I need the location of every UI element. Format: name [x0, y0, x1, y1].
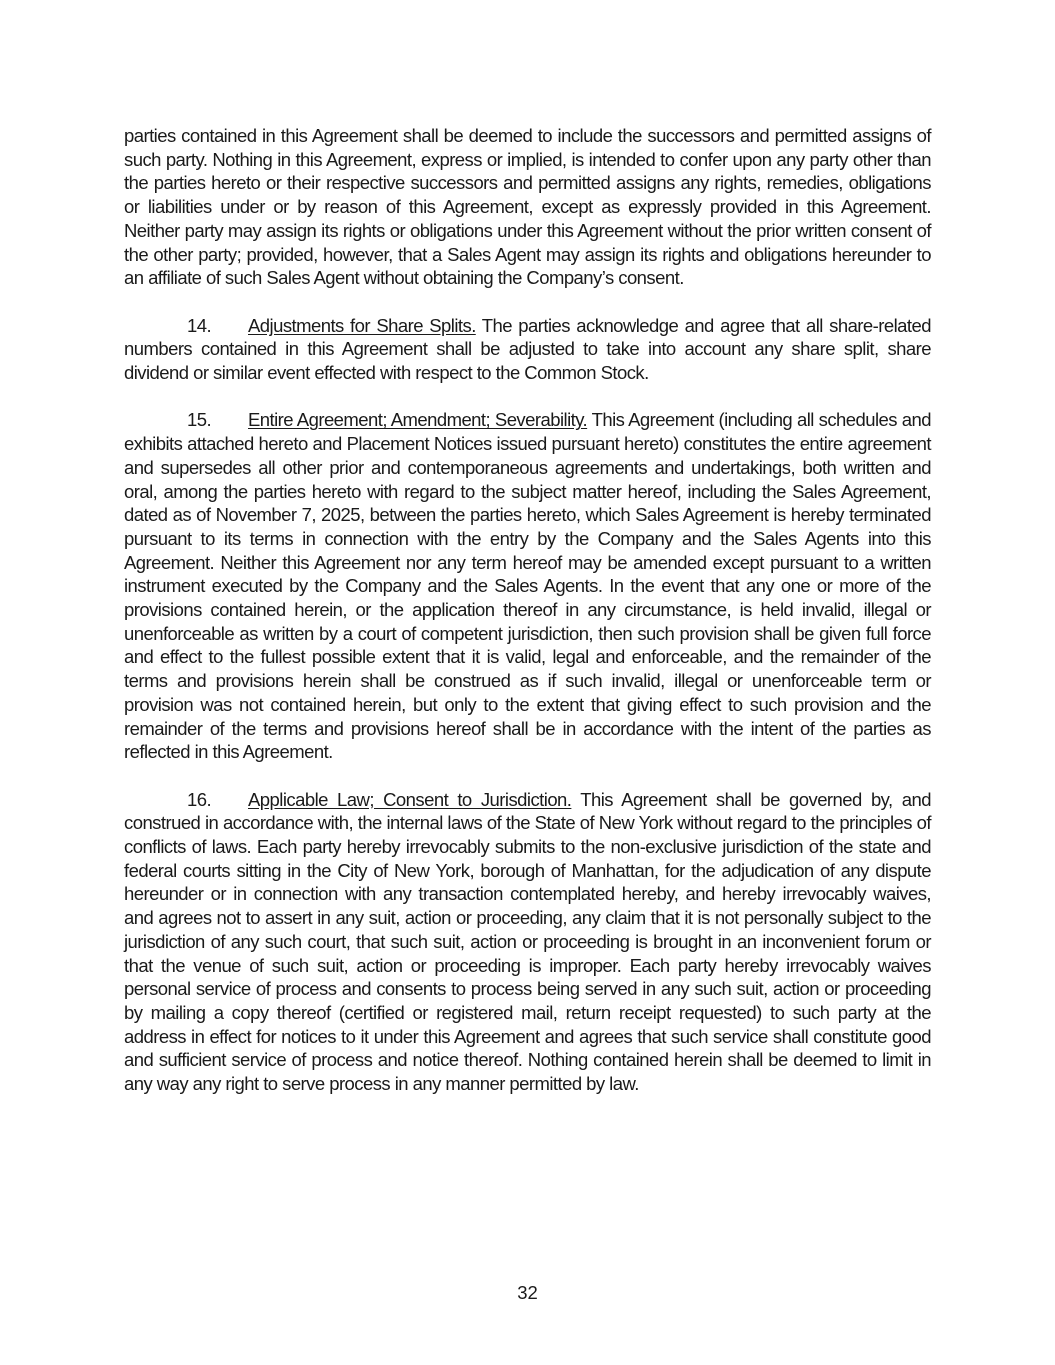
- section-heading: Entire Agreement; Amendment; Severability.: [248, 409, 588, 431]
- section-heading: Adjustments for Share Splits.: [248, 314, 476, 336]
- page-number: 32: [517, 1282, 538, 1303]
- section-number: 14.: [187, 314, 212, 336]
- continuation-paragraph: parties contained in this Agreement shall be deemed to include the successors and permitted assigns of such party. Nothing in this Agreement, express or implied, is intended to confer upon any party other than the parties hereto or their respective successors and permitted assigns any rights, remedies, obligations or liabilities under or by reason of this Agreement, except as expressly provided in this Agreement. Neither party may assign its rights or obligations under this Agreement without the prior written consent of the other party; provided, however, that a Sales Agent may assign its rights and obligations hereunder to an affiliate of such Sales Agent without obtaining the Company’s consent.: [124, 125, 931, 289]
- section-body: The parties acknowledge and agree that all share-related numbers contained in this Agreement shall be adjusted to take into account any share split, share dividend or similar event effected with respect to the Common Stock.: [124, 314, 931, 384]
- section-14: [124, 314, 931, 385]
- section-number: 16.: [187, 788, 212, 810]
- section-heading: Applicable Law; Consent to Jurisdiction.: [248, 788, 572, 810]
- document-body: [124, 124, 931, 1119]
- section-number: 15.: [187, 409, 212, 431]
- section-15: [124, 408, 931, 764]
- section-body: This Agreement shall be governed by, and construed in accordance with, the internal laws of the State of New York without regard to the principles of conflicts of laws. Each party hereby irrevocably submits to the non-exclusive jurisdiction of the state and federal courts sitting in the City of New York, borough of Manhattan, for the adjudication of any dispute hereunder or in connection with any transaction contemplated hereby, and hereby irrevocably waives, and agrees not to assert in any suit, action or proceeding, any claim that it is not personally subject to the jurisdiction of any such court, that such suit, action or proceeding is brought in an inconvenient forum or that the venue of such suit, action or proceeding is improper. Each party hereby irrevocably waives personal service of process and consents to process being served in any such suit, action or proceeding by mailing a copy thereof (certified or registered mail, return receipt requested) to such party at the address in effect for notices to it under this Agreement and agrees that such service shall constitute good and sufficient service of process and notice thereof. Nothing contained herein shall be deemed to limit in any way any right to serve process in any manner permitted by law.: [124, 788, 931, 1095]
- section-16: [124, 788, 931, 1096]
- section-body: This Agreement (including all schedules and exhibits attached hereto and Placement Notices issued pursuant hereto) constitutes the entire agreement and supersedes all other prior and contemporaneous agreements and undertakings, both written and oral, among the parties hereto with regard to the subject matter hereof, including the Sales Agreement, dated as of November 7, 2025, between the parties hereto, which Sales Agreement is hereby terminated pursuant to its terms in connection with the entry by the Company and the Sales Agents into this Agreement. Neither this Agreement nor any term hereof may be amended except pursuant to a written instrument executed by the Company and the Sales Agents. In the event that any one or more of the provisions contained herein, or the application thereof in any circumstance, is held invalid, illegal or unenforceable as written by a court of competent jurisdiction, then such provision shall be given full force and effect to the fullest possible extent that it is valid, legal and enforceable, and the remainder of the terms and provisions herein shall be construed as if such invalid, illegal or unenforceable term or provision was not contained herein, but only to the extent that giving effect to such provision and the remainder of the terms and provisions hereof shall be in accordance with the intent of the parties as reflected in this Agreement.: [124, 409, 931, 763]
